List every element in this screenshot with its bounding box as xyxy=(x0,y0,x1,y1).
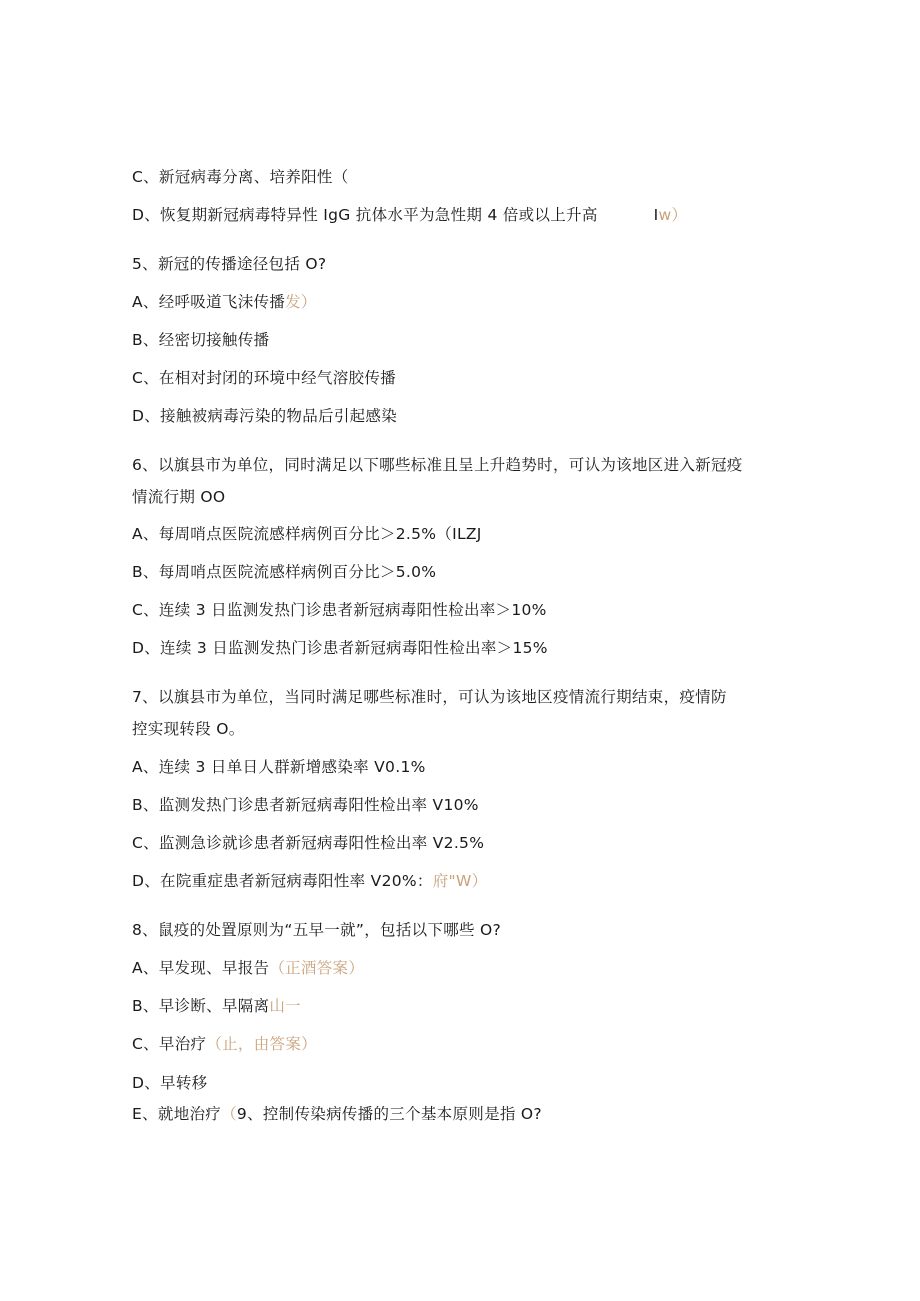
option-text: D、接触被病毒污染的物品后引起感染 xyxy=(132,407,398,425)
option-text: D、在院重症患者新冠病毒阳性率 V20%： xyxy=(132,872,433,890)
answer-mark: （止，由答案） xyxy=(206,1035,317,1053)
option-text: C、新冠病毒分离、培养阳性（ xyxy=(132,168,349,186)
q5-option-c xyxy=(132,367,396,389)
option-text: B、每周哨点医院流感样病例百分比＞5.0% xyxy=(132,563,437,581)
q7-option-a xyxy=(132,756,426,778)
q7-stem-line2 xyxy=(132,718,245,740)
question-text: 8、鼠疫的处置原则为“五早一就”，包括以下哪些 O? xyxy=(132,921,502,939)
question-text: 6、以旗县市为单位，同时满足以下哪些标准且呈上升趋势时，可认为该地区进入新冠疫 xyxy=(132,456,743,474)
question-text: 9、控制传染病传播的三个基本原则是指 O? xyxy=(236,1105,542,1123)
q5-option-b xyxy=(132,329,269,351)
q8-option-c xyxy=(132,1033,317,1055)
option-text: E、就地治疗 xyxy=(132,1105,222,1123)
option-tail: I xyxy=(653,206,659,224)
option-text: D、连续 3 日监测发热门诊患者新冠病毒阳性检出率＞15% xyxy=(132,639,548,657)
question-text: 控实现转段 O。 xyxy=(132,720,245,738)
q6-stem-line1 xyxy=(132,454,743,476)
option-text: C、监测急诊就诊患者新冠病毒阳性检出率 V2.5% xyxy=(132,834,485,852)
answer-mark: 山一 xyxy=(269,997,301,1015)
option-text: C、连续 3 日监测发热门诊患者新冠病毒阳性检出率＞10% xyxy=(132,601,547,619)
option-text: A、早发现、早报告 xyxy=(132,959,270,977)
option-text: A、每周哨点医院流感样病例百分比＞2.5%（ILZJ xyxy=(132,525,482,543)
option-text: C、在相对封闭的环境中经气溶胶传播 xyxy=(132,369,396,387)
option-text: C、早治疗 xyxy=(132,1035,207,1053)
q5-option-d xyxy=(132,405,397,427)
q7-stem-line1 xyxy=(132,686,727,708)
q8-option-a xyxy=(132,957,364,979)
option-text: A、连续 3 日单日人群新增感染率 V0.1% xyxy=(132,758,426,776)
option-text: D、早转移 xyxy=(132,1074,208,1092)
q6-option-d xyxy=(132,637,548,659)
q7-option-c xyxy=(132,832,484,854)
answer-mark: （ xyxy=(221,1105,237,1123)
option-text: B、监测发热门诊患者新冠病毒阳性检出率 V10% xyxy=(132,796,479,814)
q8-option-e xyxy=(132,1103,542,1125)
option-text: D、恢复期新冠病毒特异性 IgG 抗体水平为急性期 4 倍或以上升高 xyxy=(132,206,598,224)
q7-option-b xyxy=(132,794,479,816)
option-text: B、经密切接触传播 xyxy=(132,331,270,349)
q4-option-c xyxy=(132,166,349,188)
answer-mark: 府"W） xyxy=(432,872,488,890)
q6-option-c xyxy=(132,599,547,621)
question-text: 情流行期 OO xyxy=(132,488,226,506)
option-text: B、早诊断、早隔离 xyxy=(132,997,270,1015)
q5-stem xyxy=(132,253,326,275)
q4-option-d xyxy=(132,204,687,226)
q7-option-d xyxy=(132,870,487,892)
option-text: A、经呼吸道飞沫传播 xyxy=(132,293,286,311)
q8-option-d xyxy=(132,1072,207,1094)
question-text: 5、新冠的传播途径包括 O? xyxy=(132,255,327,273)
answer-mark: w） xyxy=(658,206,688,224)
question-text: 7、以旗县市为单位，当同时满足哪些标准时，可认为该地区疫情流行期结束，疫情防 xyxy=(132,688,727,706)
q5-option-a xyxy=(132,291,317,313)
q6-option-b xyxy=(132,561,436,583)
q8-option-b xyxy=(132,995,301,1017)
q8-stem xyxy=(132,919,501,941)
q6-stem-line2 xyxy=(132,486,225,508)
q6-option-a xyxy=(132,523,482,545)
answer-mark: 发） xyxy=(285,293,317,311)
answer-mark: （正酒答案） xyxy=(269,959,365,977)
